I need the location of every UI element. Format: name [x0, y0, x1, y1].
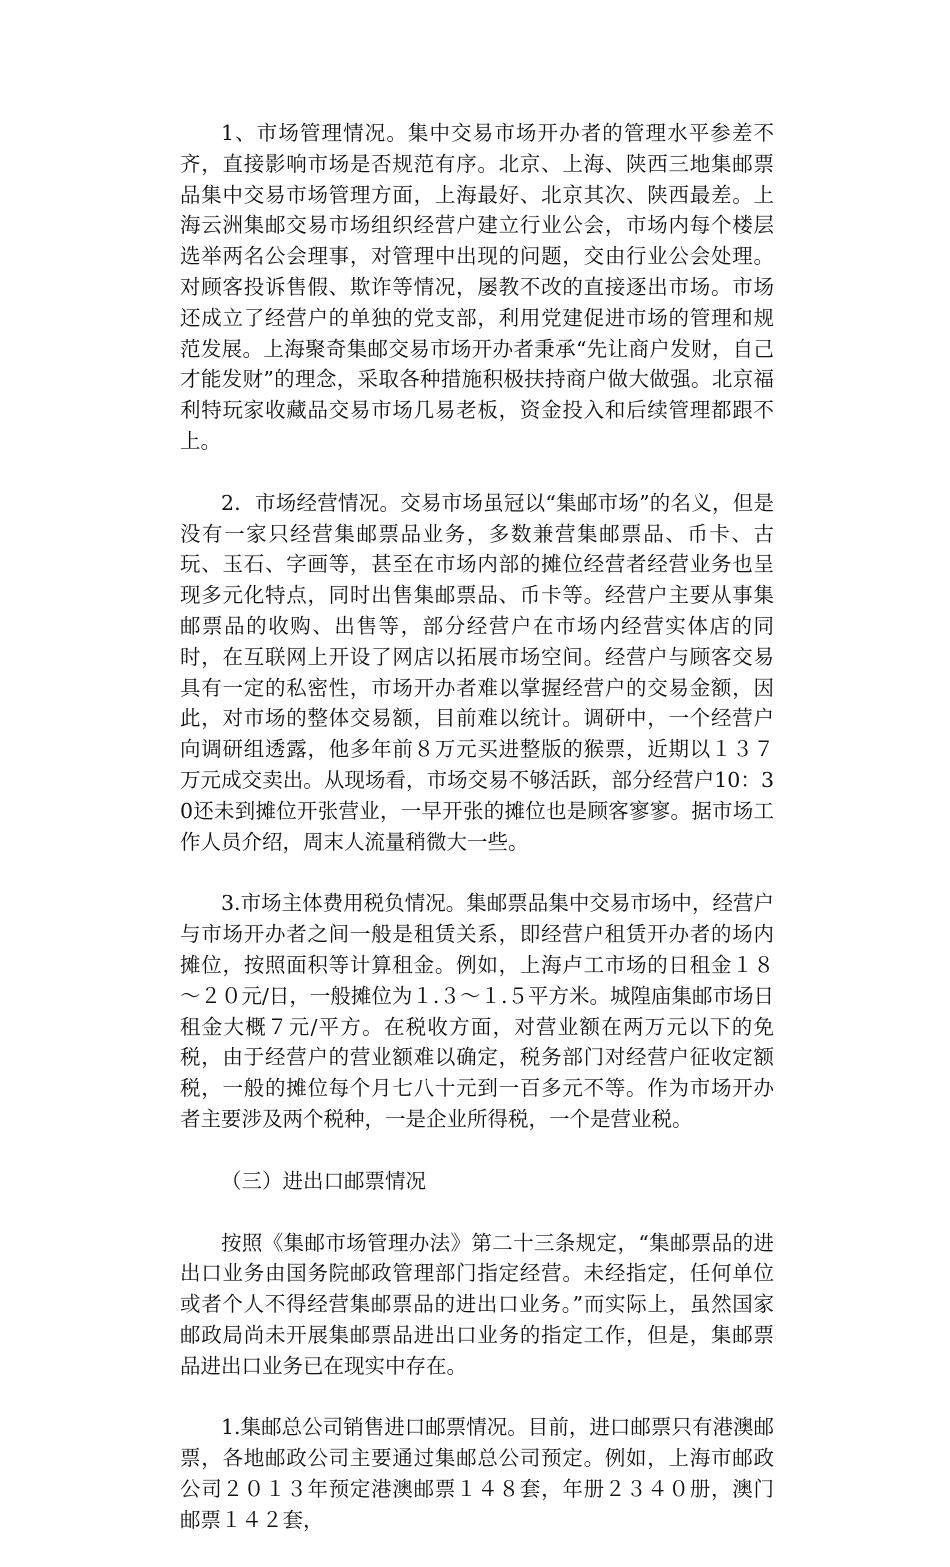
section-heading-import-export: （三）进出口邮票情况 — [221, 1168, 426, 1193]
paragraph-regulation: 按照《集邮市场管理办法》第二十三条规定，“集邮票品的进出口业务由国务院邮政管理部门指定经营。未经指定，任何单位或者个人不得经营集邮票品的进出口业务。”而实际上，虽然国家邮政局尚未开展集邮票品进出口业务的指定工作，但是，集邮票品进出口业务已在现实中存在。 — [180, 1230, 774, 1378]
paragraph-market-management: 1、市场管理情况。集中交易市场开办者的管理水平参差不齐，直接影响市场是否规范有序。北京、上海、陕西三地集邮票品集中交易市场管理方面，上海最好、北京其次、陕西最差。上海云洲集邮交易市场组织经营户建立行业公会，市场内每个楼层选举两名公会理事，对管理中出现的问题，交由行业公会处理。对顾客投诉售假、欺诈等情况，屡教不改的直接逐出市场。市场还成立了经营户的单独的党支部，利用党建促进市场的管理和规范发展。上海聚奇集邮交易市场开办者秉承“先让商户发财，自己才能发财”的理念，采取各种措施积极扶持商户做大做强。北京福利特玩家收藏品交易市场几易老板，资金投入和后续管理都跟不上。 — [180, 121, 774, 453]
paragraph-fees-and-taxes: 3.市场主体费用税负情况。集邮票品集中交易市场中，经营户与市场开办者之间一般是租赁关系，即经营户租赁开办者的场内摊位，按照面积等计算租金。例如，上海卢工市场的日租金１８～２０元/日，一般摊位为１.３～１.５平方米。城隍庙集邮市场日租金大概７元/平方。在税收方面，对营业额在两万元以下的免税，由于经营户的营业额难以确定，税务部门对经营户征收定额税，一般的摊位每个月七八十元到一百多元不等。作为市场开办者主要涉及两个税种，一是企业所得税，一个是营业税。 — [180, 891, 774, 1131]
paragraph-import-sales: 1.集邮总公司销售进口邮票情况。目前，进口邮票只有港澳邮票，各地邮政公司主要通过集邮总公司预定。例如，上海市邮政公司２０１３年预定港澳邮票１４８套，年册２３４０册，澳门邮票１４２套， — [180, 1415, 774, 1532]
paragraph-market-operation: 2．市场经营情况。交易市场虽冠以“集邮市场”的名义，但是没有一家只经营集邮票品业务，多数兼营集邮票品、币卡、古玩、玉石、字画等，甚至在市场内部的摊位经营者经营业务也呈现多元化特点，同时出售集邮票品、币卡等。经营户主要从事集邮票品的收购、出售等，部分经营户在市场内经营实体店的同时，在互联网上开设了网店以拓展市场空间。经营户与顾客交易具有一定的私密性，市场开办者难以掌握经营户的交易金额，因此，对市场的整体交易额，目前难以统计。调研中，一个经营户向调研组透露，他多年前８万元买进整版的猴票，近期以１３７万元成交卖出。从现场看，市场交易不够活跃，部分经营户10：30还未到摊位开张营业，一早开张的摊位也是顾客寥寥。据市场工作人员介绍，周末人流量稍微大一些。 — [180, 490, 774, 854]
document-body — [180, 118, 774, 1567]
